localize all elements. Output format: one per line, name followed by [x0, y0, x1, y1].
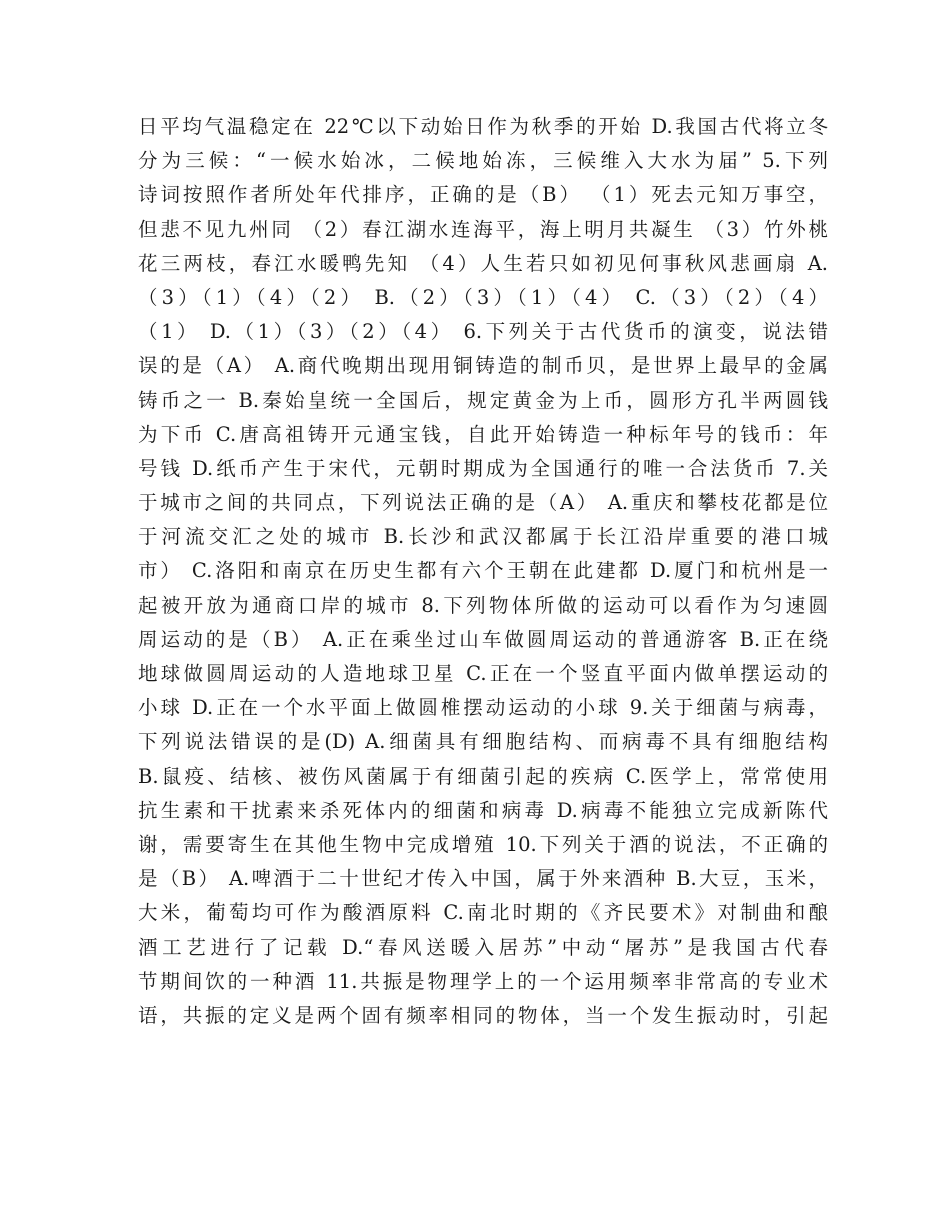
text-line: 周运动的是（B） A.正在乘坐过山车做圆周运动的普通游客 B.正在绕	[138, 627, 828, 651]
text-line: 大米，葡萄均可作为酸酒原料 C.南北时期的《齐民要术》对制曲和酿	[138, 901, 828, 925]
text-line: 号钱 D.纸币产生于宋代，元朝时期成为全国通行的唯一合法货币 7.关	[138, 456, 828, 480]
text-line: 误的是（A） A.商代晚期出现用铜铸造的制币贝，是世界上最早的金属	[138, 354, 828, 378]
text-line: 语，共振的定义是两个固有频率相同的物体，当一个发生振动时，引起	[138, 1003, 828, 1027]
text-line: 市） C.洛阳和南京在历史生都有六个王朝在此建都 D.厦门和杭州是一	[138, 559, 828, 583]
text-line: 是（B） A.啤酒于二十世纪才传入中国，属于外来酒种 B.大豆，玉米，	[138, 867, 828, 891]
text-line: 抗生素和干扰素来杀死体内的细菌和病毒 D.病毒不能独立完成新陈代	[138, 798, 828, 822]
text-line: 花三两枝，春江水暖鸭先知 （4）人生若只如初见何事秋风悲画扇 A.	[138, 251, 828, 275]
text-line: 诗词按照作者所处年代排序，正确的是（B） （1）死去元知万事空，	[138, 183, 828, 207]
text-line: 节期间饮的一种酒 11.共振是物理学上的一个运用频率非常高的专业术	[138, 969, 828, 993]
text-line: B.鼠疫、结核、被伤风菌属于有细菌引起的疾病 C.医学上，常常使用	[138, 764, 828, 788]
text-line: 下列说法错误的是(D) A.细菌具有细胞结构、而病毒不具有细胞结构	[138, 730, 828, 754]
text-line: 分为三候：“一候水始冰，二候地始冻，三候维入大水为届” 5.下列	[138, 149, 828, 173]
text-line: 起被开放为通商口岸的城市 8.下列物体所做的运动可以看作为匀速圆	[138, 593, 828, 617]
text-line: 地球做圆周运动的人造地球卫星 C.正在一个竖直平面内做单摆运动的	[138, 662, 828, 685]
text-line: 于城市之间的共同点，下列说法正确的是（A） A.重庆和攀枝花都是位	[138, 491, 828, 515]
text-line: 日平均气温稳定在 22℃以下动始日作为秋季的开始 D.我国古代将立冬	[138, 115, 828, 138]
text-line: 于河流交汇之处的城市 B.长沙和武汉都属于长江沿岸重要的港口城	[138, 525, 828, 549]
text-line: 铸币之一 B.秦始皇统一全国后，规定黄金为上币，圆形方孔半两圆钱	[138, 388, 828, 412]
text-line: （1） D.（1）（3）（2）（4） 6.下列关于古代货币的演变，说法错	[138, 320, 828, 344]
text-line: 但悲不见九州同 （2）春江湖水连海平，海上明月共凝生 （3）竹外桃	[138, 217, 828, 241]
text-line: （3）（1）（4）（2） B.（2）（3）（1）（4） C.（3）（2）（4）	[138, 285, 828, 309]
document-body	[138, 110, 828, 1033]
text-line: 为下币 C.唐高祖铸开元通宝钱，自此开始铸造一种标年号的钱币：年	[138, 422, 828, 446]
text-line: 小球 D.正在一个水平面上做圆椎摆动运动的小球 9.关于细菌与病毒，	[138, 696, 828, 720]
text-line: 谢，需要寄生在其他生物中完成增殖 10.下列关于酒的说法，不正确的	[138, 832, 828, 856]
text-line: 酒工艺进行了记载 D.“春风送暖入居苏”中动“屠苏”是我国古代春	[138, 935, 828, 959]
